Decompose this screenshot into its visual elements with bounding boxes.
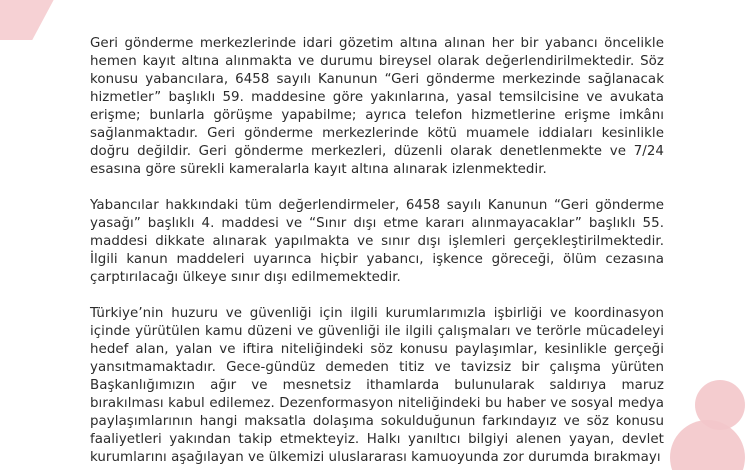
paragraph-3: Türkiye’nin huzuru ve güvenliği için ilgili kurumlarımızla işbirliği ve koordinasyon içinde yürütülen kamu düzeni ve güvenliği ile ilgili çalışmaları ve terörle mücadeleyi hedef alan, yalan ve iftira niteliğindeki söz konusu paylaşımlar, kesinlikle gerçeği yansıtmamaktadır. Gece-gündüz demeden titiz ve tavizsiz bir çalışma yürüten Başkanlığımızın ağır ve mesnetsiz ithamlarda bulunularak saldırıya maruz bırakılması kabul edilemez. Dezenformasyon niteliğindeki bu haber ve sosyal medya paylaşımlarının hangi maksatla dolaşıma sokulduğunun farkındayız ve söz konusu faaliyetleri yakından takip etmekteyiz. Halkı yanıltıcı bilgiyi alenen yayan, devlet kurumlarını aşağılayan ve ülkemizi uluslararası kamuoyunda zor durumda bırakmayı <box>90 306 664 465</box>
corner-decoration-top-left <box>0 0 75 40</box>
paragraph-1: Geri gönderme merkezlerinde idari gözetim altına alınan her bir yabancı öncelikle hemen kayıt altına alınmakta ve durumu bireysel olarak değerlendirilmektedir. Söz konusu yabancılara, 6458 sayılı Kanunun “Geri gönderme merkezinde sağlanacak hizmetler” başlıklı 59. maddesine göre yakınlarına, yasal temsilcisine ve avukata erişme; bunlarla görüşme yapabilme; ayrıca telefon hizmetlerine erişme imkânı sağlanmaktadır. Geri gönderme merkezlerinde kötü muamele iddiaları kesinlikle doğru değildir. Geri gönderme merkezleri, düzenli olarak denetlenmekte ve 7/24 esasına göre sürekli kameralarla kayıt altına alınarak izlenmektedir. <box>90 36 664 177</box>
paragraph-2: Yabancılar hakkındaki tüm değerlendirmeler, 6458 sayılı Kanunun “Geri gönderme yasağı” başlıklı 4. maddesi ve “Sınır dışı etme kararı alınmayacaklar” başlıklı 55. maddesi dikkate alınarak yapılmakta ve sınır dışı işlemleri gerçekleştirilmektedir. İlgili kanun maddeleri uyarınca hiçbir yabancı, işkence göreceği, ölüm cezasına çarptırılacağı ülkeye sınır dışı edilmemektedir. <box>90 198 664 285</box>
document-body <box>90 35 664 470</box>
